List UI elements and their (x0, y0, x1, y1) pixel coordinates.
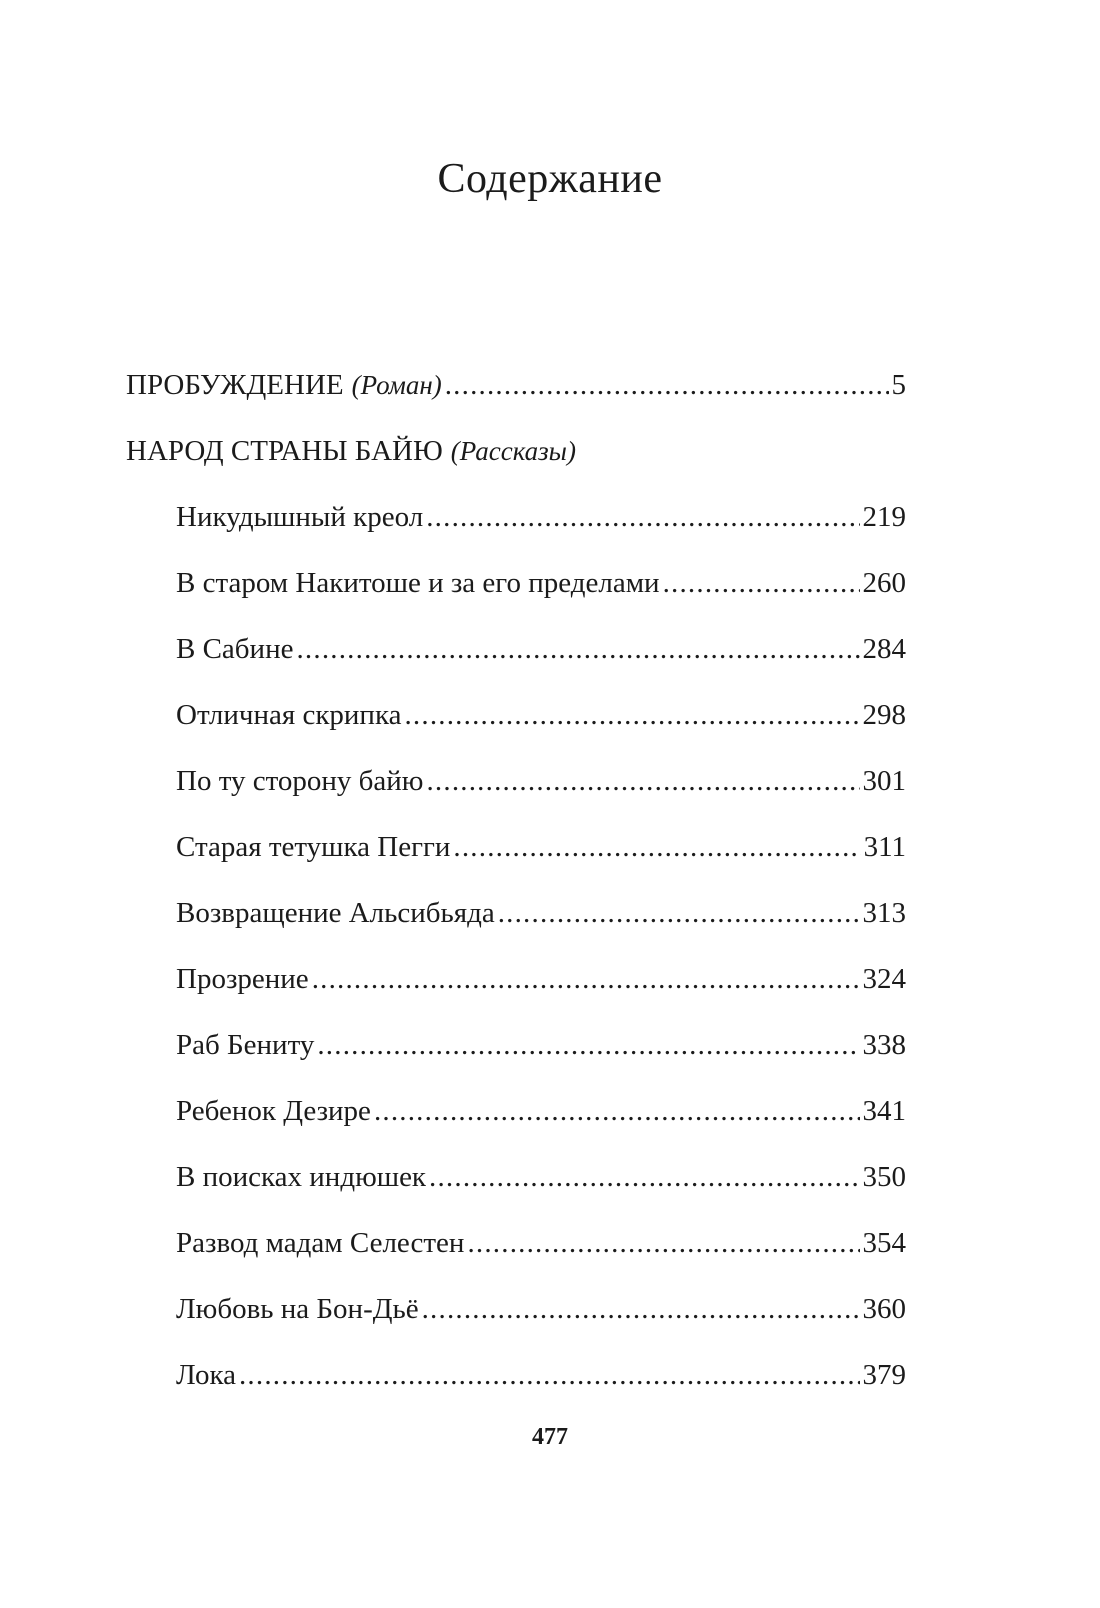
toc-entry[interactable] (126, 1220, 906, 1286)
toc-section-label: ПРОБУЖДЕНИЕ (126, 369, 344, 401)
toc-entry-title: В старом Накитоше и за его пределами (176, 567, 660, 599)
toc-page-number: 298 (862, 699, 906, 731)
toc-entry-title: Лока (176, 1359, 236, 1391)
toc-entry-title: Никудышный креол (176, 501, 424, 533)
toc-section-stories[interactable] (126, 428, 906, 494)
toc-page-number: 350 (862, 1161, 906, 1193)
dot-leader (374, 1088, 860, 1134)
toc-entry[interactable] (126, 494, 906, 560)
toc-page-number: 5 (891, 369, 906, 401)
toc-entry[interactable] (126, 1352, 906, 1418)
toc-entry-title: Старая тетушка Пегги (176, 831, 451, 863)
dot-leader (317, 1022, 859, 1068)
toc-page-number: 311 (863, 831, 906, 863)
toc-entry-title: Любовь на Бон-Дьё (176, 1293, 419, 1325)
dot-leader (312, 956, 860, 1002)
dot-leader (453, 824, 860, 870)
toc-page-number: 379 (862, 1359, 906, 1391)
toc-entry[interactable] (126, 1022, 906, 1088)
toc-page-number: 260 (862, 567, 906, 599)
toc-section-genre: (Рассказы) (450, 436, 576, 466)
toc-entry-title: Возвращение Альсибьяда (176, 897, 495, 929)
dot-leader (296, 626, 859, 672)
toc-entry[interactable] (126, 956, 906, 1022)
toc-entry-title: В Сабине (176, 633, 294, 665)
dot-leader (498, 890, 860, 936)
toc-entry-title: По ту сторону байю (176, 765, 424, 797)
dot-leader (422, 1286, 860, 1332)
toc-entry[interactable] (126, 1088, 906, 1154)
toc-page-number: 324 (862, 963, 906, 995)
toc-entry[interactable] (126, 758, 906, 824)
dot-leader (663, 560, 860, 606)
page-number: 477 (532, 1424, 568, 1450)
toc-page-number: 341 (862, 1095, 906, 1127)
toc-section-genre: (Роман) (351, 370, 442, 400)
dot-leader (404, 692, 859, 738)
toc-entry-title: Отличная скрипка (176, 699, 402, 731)
toc-page-number: 360 (862, 1293, 906, 1325)
toc-entry-title: Развод мадам Селестен (176, 1227, 465, 1259)
toc-entry[interactable] (126, 560, 906, 626)
dot-leader (429, 1154, 859, 1200)
toc-entry[interactable] (126, 692, 906, 758)
dot-leader (426, 494, 859, 540)
toc-section-label: НАРОД СТРАНЫ БАЙЮ (126, 435, 443, 467)
toc-entry[interactable] (126, 1154, 906, 1220)
toc-entry-title: Раб Бениту (176, 1029, 315, 1061)
dot-leader (426, 758, 859, 804)
toc-page-number: 219 (862, 501, 906, 533)
toc-entry[interactable] (126, 1286, 906, 1352)
table-of-contents (126, 362, 906, 1418)
toc-entry-title: В поисках индюшек (176, 1161, 427, 1193)
toc-entry-title: Прозрение (176, 963, 309, 995)
toc-entry-title: Ребенок Дезире (176, 1095, 371, 1127)
toc-page-number: 313 (862, 897, 906, 929)
toc-entry[interactable] (126, 890, 906, 956)
dot-leader (239, 1352, 860, 1398)
toc-entry[interactable] (126, 824, 906, 890)
toc-entry[interactable] (126, 626, 906, 692)
toc-page-number: 284 (862, 633, 906, 665)
toc-page-number: 301 (862, 765, 906, 797)
toc-page-number: 338 (862, 1029, 906, 1061)
toc-section-novel[interactable] (126, 362, 906, 428)
page-title: Содержание (437, 156, 663, 202)
toc-page-number: 354 (862, 1227, 906, 1259)
dot-leader (467, 1220, 859, 1266)
dot-leader (445, 362, 889, 408)
